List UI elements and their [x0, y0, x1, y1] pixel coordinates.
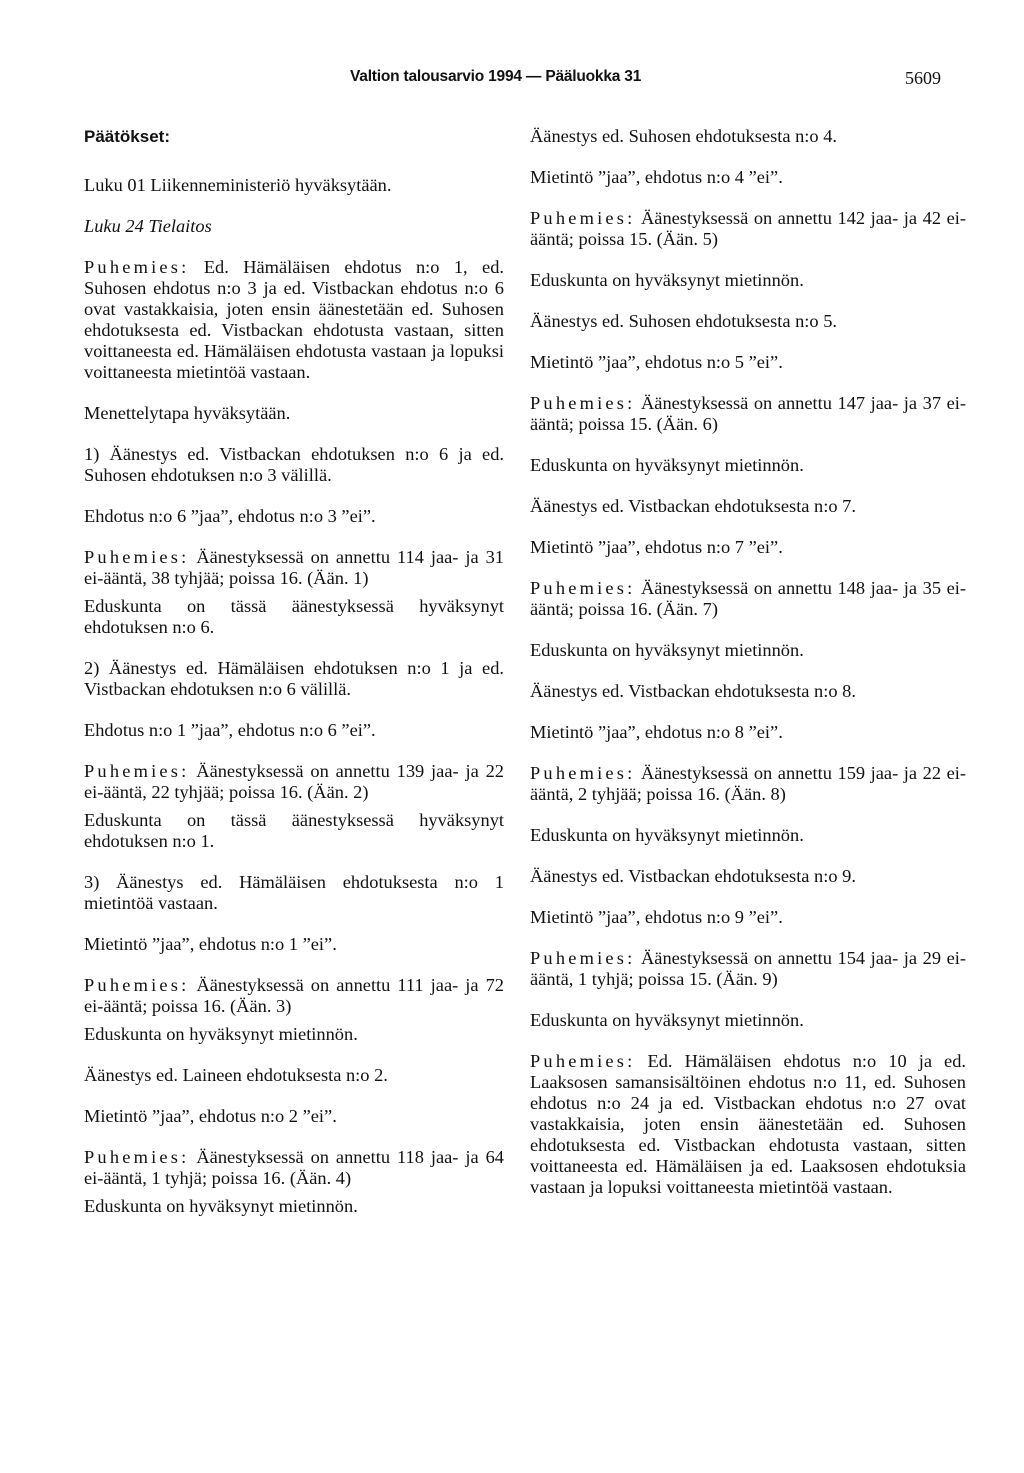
paragraph: Eduskunta on tässä äänestyksessä hyväksynyt ehdotuksen n:o 6.	[84, 596, 504, 637]
speaker-label: Puhemies:	[84, 1147, 190, 1167]
statement-text: Äänestyksessä on annettu 114 jaa- ja 31 ei-ääntä, 38 tyhjää; poissa 16. (Ään. 1)	[84, 547, 504, 588]
vote-result	[84, 975, 504, 1017]
subheading-luku-24: Luku 24 Tielaitos	[84, 216, 212, 236]
page-number: 5609	[905, 68, 941, 88]
paragraph: Ehdotus n:o 1 ”jaa”, ehdotus n:o 6 ”ei”.	[84, 720, 376, 740]
vote-result	[530, 393, 966, 435]
paragraph-luku-01: Luku 01 Liikenneministeriö hyväksytään.	[84, 175, 392, 195]
statement-text: Äänestyksessä on annettu 159 jaa- ja 22 ei-ääntä, 2 tyhjää; poissa 16. (Ään. 8)	[530, 763, 966, 804]
paragraph: Mietintö ”jaa”, ehdotus n:o 9 ”ei”.	[530, 907, 783, 927]
statement-text: Äänestyksessä on annettu 142 jaa- ja 42 ei-ääntä; poissa 15. (Ään. 5)	[530, 208, 966, 249]
page-header	[0, 68, 1024, 92]
vote-result	[84, 761, 504, 803]
paragraph: Äänestys ed. Laineen ehdotuksesta n:o 2.	[84, 1065, 388, 1085]
speaker-label: Puhemies:	[530, 1051, 636, 1071]
speaker-label: Puhemies:	[530, 393, 636, 413]
paragraph: Äänestys ed. Vistbackan ehdotuksesta n:o 8.	[530, 681, 856, 701]
statement-text: Äänestyksessä on annettu 147 jaa- ja 37 ei-ääntä; poissa 15. (Ään. 6)	[530, 393, 966, 434]
speaker-label: Puhemies:	[84, 547, 190, 567]
paragraph: Eduskunta on hyväksynyt mietinnön.	[530, 1010, 804, 1030]
paragraph: 3) Äänestys ed. Hämäläisen ehdotuksesta n:o 1 mietintöä vastaan.	[84, 872, 504, 913]
paragraph: Mietintö ”jaa”, ehdotus n:o 1 ”ei”.	[84, 934, 337, 954]
speaker-label: Puhemies:	[84, 761, 190, 781]
paragraph: Äänestys ed. Suhosen ehdotuksesta n:o 5.	[530, 311, 837, 331]
paragraph: Äänestys ed. Vistbackan ehdotuksesta n:o 7.	[530, 496, 856, 516]
paragraph: Eduskunta on hyväksynyt mietinnön.	[530, 825, 804, 845]
vote-result	[530, 948, 966, 990]
statement-text: Ed. Hämäläisen ehdotus n:o 1, ed. Suhosen ehdotus n:o 3 ja ed. Vistbackan ehdotus n:o 6 ovat vastakkaisia, joten ensin äänestetään ed. Suhosen ehdotuksesta ed. Vistbackan ehdotusta vastaan, sitten voittaneesta ed. Hämäläisen ehdotusta vastaan ja lopuksi voittaneesta mietintöä vastaan.	[84, 257, 504, 382]
speaker-label: Puhemies:	[84, 975, 190, 995]
paragraph: Mietintö ”jaa”, ehdotus n:o 7 ”ei”.	[530, 537, 783, 557]
speaker-statement	[530, 1051, 966, 1198]
paragraph: Eduskunta on hyväksynyt mietinnön.	[84, 1024, 358, 1044]
paragraph: Mietintö ”jaa”, ehdotus n:o 8 ”ei”.	[530, 722, 783, 742]
paragraph: Eduskunta on hyväksynyt mietinnön.	[530, 270, 804, 290]
right-column	[530, 126, 966, 1218]
paragraph: Mietintö ”jaa”, ehdotus n:o 4 ”ei”.	[530, 167, 783, 187]
speaker-label: Puhemies:	[530, 763, 636, 783]
paragraph: Eduskunta on hyväksynyt mietinnön.	[84, 1196, 358, 1216]
paragraph: 2) Äänestys ed. Hämäläisen ehdotuksen n:o 1 ja ed. Vistbackan ehdotuksen n:o 6 välillä.	[84, 658, 504, 699]
running-title: Valtion talousarvio 1994 — Pääluokka 31	[350, 68, 642, 85]
speaker-label: Puhemies:	[84, 257, 190, 277]
paragraph: 1) Äänestys ed. Vistbackan ehdotuksen n:o 6 ja ed. Suhosen ehdotuksen n:o 3 välillä.	[84, 444, 504, 485]
statement-text: Äänestyksessä on annettu 154 jaa- ja 29 ei-ääntä, 1 tyhjä; poissa 15. (Ään. 9)	[530, 948, 966, 989]
paragraph: Eduskunta on hyväksynyt mietinnön.	[530, 455, 804, 475]
statement-text: Äänestyksessä on annettu 148 jaa- ja 35 ei-ääntä; poissa 16. (Ään. 7)	[530, 578, 966, 619]
paragraph: Eduskunta on tässä äänestyksessä hyväksynyt ehdotuksen n:o 1.	[84, 810, 504, 851]
vote-result	[530, 208, 966, 250]
statement-text: Äänestyksessä on annettu 118 jaa- ja 64 ei-ääntä, 1 tyhjä; poissa 16. (Ään. 4)	[84, 1147, 504, 1188]
paragraph: Mietintö ”jaa”, ehdotus n:o 5 ”ei”.	[530, 352, 783, 372]
speaker-label: Puhemies:	[530, 948, 636, 968]
paragraph: Menettelytapa hyväksytään.	[84, 403, 291, 423]
vote-result	[530, 763, 966, 805]
speaker-label: Puhemies:	[530, 578, 636, 598]
paragraph: Mietintö ”jaa”, ehdotus n:o 2 ”ei”.	[84, 1106, 337, 1126]
paragraph: Äänestys ed. Suhosen ehdotuksesta n:o 4.	[530, 126, 837, 146]
paragraph: Ehdotus n:o 6 ”jaa”, ehdotus n:o 3 ”ei”.	[84, 506, 376, 526]
section-heading: Päätökset:	[84, 127, 170, 146]
left-column	[84, 126, 504, 1237]
statement-text: Äänestyksessä on annettu 139 jaa- ja 22 ei-ääntä, 22 tyhjää; poissa 16. (Ään. 2)	[84, 761, 504, 802]
paragraph: Eduskunta on hyväksynyt mietinnön.	[530, 640, 804, 660]
speaker-label: Puhemies:	[530, 208, 636, 228]
vote-result	[530, 578, 966, 620]
vote-result	[84, 547, 504, 589]
statement-text: Äänestyksessä on annettu 111 jaa- ja 72 ei-ääntä; poissa 16. (Ään. 3)	[84, 975, 504, 1016]
vote-result	[84, 1147, 504, 1189]
speaker-statement	[84, 257, 504, 383]
statement-text: Ed. Hämäläisen ehdotus n:o 10 ja ed. Laaksosen samansisältöinen ehdotus n:o 11, ed. Suhosen ehdotus n:o 24 ja ed. Vistbackan ehdotus n:o 27 ovat vastakkaisia, joten ensin äänestetään ed. Suhosen ehdotuksesta ed. Vistbackan ehdotusta vastaan, sitten voittaneesta ed. Hämäläisen ja ed. Laaksosen ehdotuksia vastaan ja lopuksi voittaneesta mietintöä vastaan.	[530, 1051, 966, 1197]
paragraph: Äänestys ed. Vistbackan ehdotuksesta n:o 9.	[530, 866, 856, 886]
